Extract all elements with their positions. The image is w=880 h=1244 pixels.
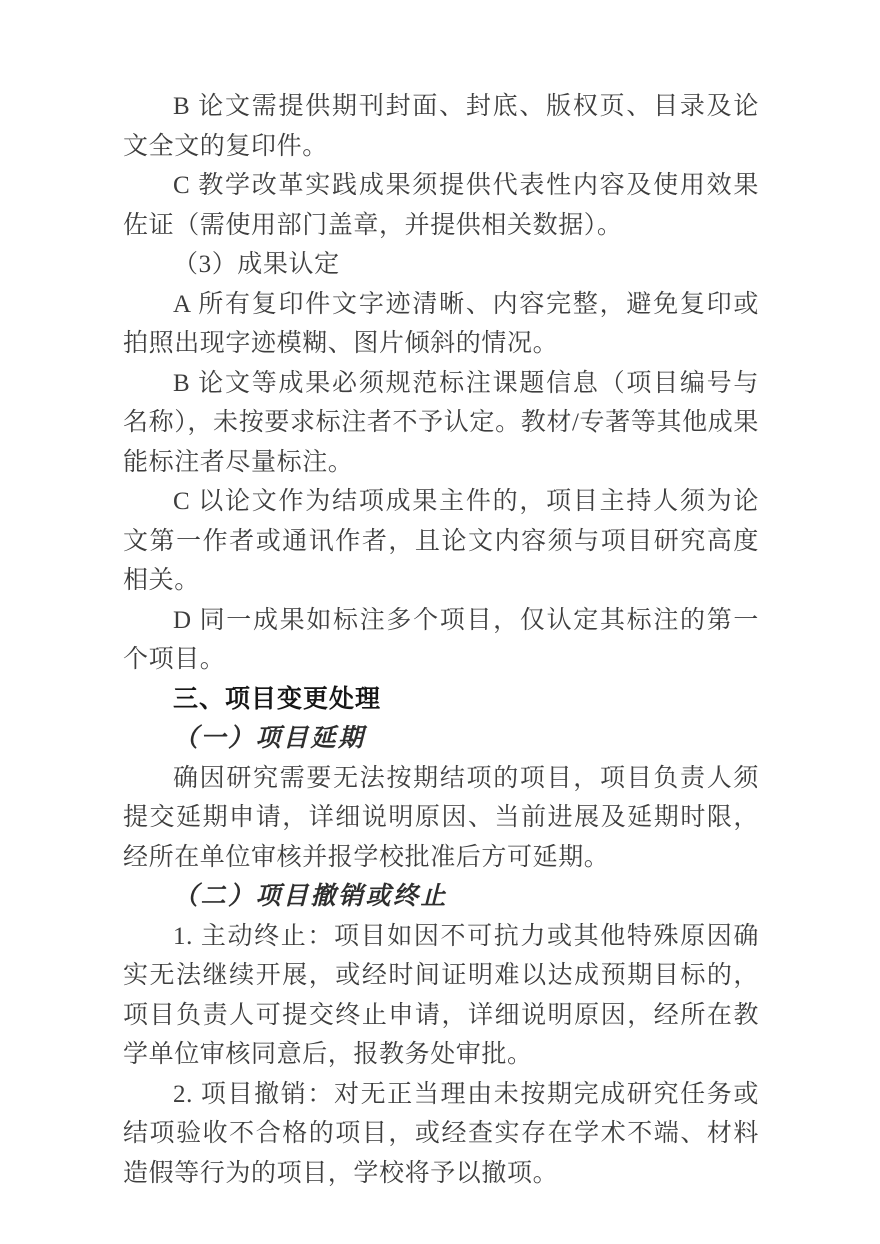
paragraph: B 论文需提供期刊封面、封底、版权页、目录及论文全文的复印件。 [123, 93, 759, 160]
list-item-heading: （3）成果认定 [173, 251, 340, 278]
paragraph: D 同一成果如标注多个项目，仅认定其标注的第一个项目。 [123, 606, 759, 673]
paragraph: B 论文等成果必须规范标注课题信息（项目编号与名称），未按要求标注者不予认定。教材/专著等其他成果能标注者尽量标注。 [123, 369, 759, 476]
paragraph: C 教学改革实践成果须提供代表性内容及使用效果佐证（需使用部门盖章，并提供相关数据）。 [123, 172, 759, 239]
section-heading: 三、项目变更处理 [173, 684, 382, 713]
paragraph: 确因研究需要无法按期结项的项目，项目负责人须提交延期申请，详细说明原因、当前进展及延期时限，经所在单位审核并报学校批准后方可延期。 [123, 764, 759, 871]
paragraph: 1. 主动终止：项目如因不可抗力或其他特殊原因确实无法继续开展，或经时间证明难以达成预期目标的，项目负责人可提交终止申请，详细说明原因，经所在教学单位审核同意后，报教务处审批。 [123, 922, 759, 1068]
subsection-heading: （二）项目撤销或终止 [173, 883, 449, 910]
paragraph: C 以论文作为结项成果主件的，项目主持人须为论文第一作者或通讯作者，且论文内容须与项目研究高度相关。 [123, 488, 759, 594]
paragraph: 2. 项目撤销：对无正当理由未按期完成研究任务或结项验收不合格的项目，或经查实存在学术不端、材料造假等行为的项目，学校将予以撤项。 [123, 1080, 759, 1187]
paragraph: A 所有复印件文字迹清晰、内容完整，避免复印或拍照出现字迹模糊、图片倾斜的情况。 [123, 290, 759, 357]
document-body [123, 87, 759, 1193]
subsection-heading: （一）项目延期 [173, 725, 366, 752]
